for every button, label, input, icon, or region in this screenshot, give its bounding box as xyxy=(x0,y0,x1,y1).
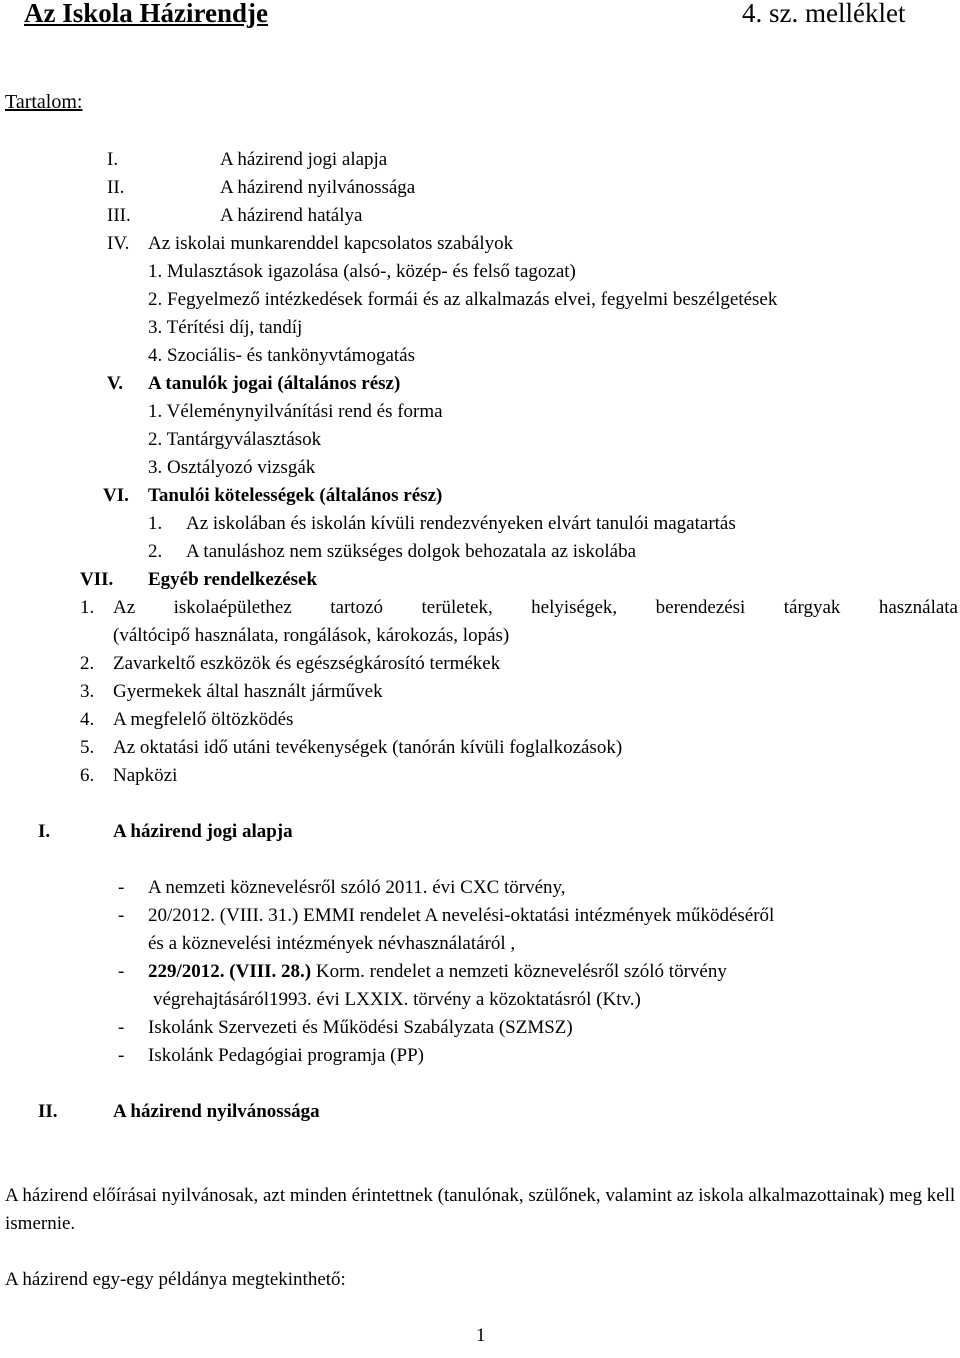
section-title: A házirend nyilvánossága xyxy=(113,1101,320,1122)
toc-section-number: I. xyxy=(107,149,119,170)
toc-item-continuation: (váltócipő használata, rongálások, károkozás, lopás) xyxy=(113,625,510,646)
toc-section-title: A házirend hatálya xyxy=(220,205,363,226)
toc-item-number: 1. xyxy=(80,597,95,618)
toc-item: 1. Mulasztások igazolása (alsó-, közép- és felső tagozat) xyxy=(148,261,576,282)
section-number: II. xyxy=(38,1101,58,1122)
legal-basis-item-continuation: és a köznevelési intézmények névhasználatáról , xyxy=(148,933,516,954)
legal-basis-item: Iskolánk Szervezeti és Működési Szabályzata (SZMSZ) xyxy=(148,1017,573,1038)
toc-section-number: VII. xyxy=(80,569,114,590)
toc-item: 1. Véleménynyilvánítási rend és forma xyxy=(148,401,443,422)
toc-heading: Tartalom: xyxy=(5,91,83,113)
toc-item-number: 3. xyxy=(80,681,95,702)
toc-item: Napközi xyxy=(113,765,178,786)
toc-item: A megfelelő öltözködés xyxy=(113,709,294,730)
section-title: A házirend jogi alapja xyxy=(113,821,293,842)
legal-basis-item-continuation: végrehajtásáról1993. évi LXXIX. törvény a közoktatásról (Ktv.) xyxy=(153,989,641,1010)
toc-item: Zavarkeltő eszközök és egészségkárosító termékek xyxy=(113,653,501,674)
toc-section-number: IV. xyxy=(107,233,130,254)
decree-text: Korm. rendelet a nemzeti köznevelésről szóló törvény xyxy=(311,961,727,982)
toc-item: 4. Szociális- és tankönyvtámogatás xyxy=(148,345,415,366)
toc-item: Az oktatási idő utáni tevékenységek (tanórán kívüli foglalkozások) xyxy=(113,737,623,758)
legal-basis-item: 20/2012. (VIII. 31.) EMMI rendelet A nevelési-oktatási intézmények működéséről xyxy=(148,905,775,926)
body-paragraph: A házirend előírásai nyilvánosak, azt minden érintettnek (tanulónak, szülőnek, valamint az iskola alkalmazottainak) meg kell ismernie. xyxy=(5,1185,956,1234)
toc-item-number: 4. xyxy=(80,709,95,730)
toc-section-title: Az iskolai munkarenddel kapcsolatos szabályok xyxy=(148,233,514,254)
toc-item-number: 6. xyxy=(80,765,95,786)
decree-number: 229/2012. (VIII. 28.) xyxy=(148,961,312,982)
toc-item: Az iskolaépülethez tartozó területek, helyiségek, berendezési tárgyak használata xyxy=(113,597,958,618)
toc-section-title: A tanulók jogai (általános rész) xyxy=(148,373,401,394)
toc-item: 3. Osztályozó vizsgák xyxy=(148,457,316,478)
legal-basis-item: Iskolánk Pedagógiai programja (PP) xyxy=(148,1045,424,1066)
toc-section-title: A házirend jogi alapja xyxy=(220,149,388,170)
toc-item: Az iskolában és iskolán kívüli rendezvényeken elvárt tanulói magatartás xyxy=(186,513,736,534)
body-paragraph: A házirend egy-egy példánya megtekinthető: xyxy=(5,1269,346,1290)
document-title: Az Iskola Házirendje xyxy=(24,0,268,28)
toc-section-title: Tanulói kötelességek (általános rész) xyxy=(148,485,443,506)
toc-item: 2. Tantárgyválasztások xyxy=(148,429,322,450)
toc-item: 3. Térítési díj, tandíj xyxy=(148,317,303,338)
toc-section-number: VI. xyxy=(103,485,129,506)
toc-item: Gyermekek által használt járművek xyxy=(113,681,383,702)
toc-section-title: Egyéb rendelkezések xyxy=(148,569,318,590)
toc-section-number: III. xyxy=(107,205,131,226)
section-number: I. xyxy=(38,821,51,842)
legal-basis-item xyxy=(148,958,727,986)
toc-section-title: A házirend nyilvánossága xyxy=(220,177,416,198)
list-dash: - xyxy=(118,905,125,926)
toc-item: A tanuláshoz nem szükséges dolgok behozatala az iskolába xyxy=(186,541,637,562)
toc-item-number: 1. xyxy=(148,513,163,534)
list-dash: - xyxy=(118,1045,125,1066)
legal-basis-item: A nemzeti köznevelésről szóló 2011. évi CXC törvény, xyxy=(148,877,566,898)
list-dash: - xyxy=(118,961,125,982)
toc-section-number: V. xyxy=(107,373,124,394)
page-number: 1 xyxy=(476,1325,486,1346)
list-dash: - xyxy=(118,1017,125,1038)
toc-item-number: 2. xyxy=(148,541,163,562)
annex-label: 4. sz. melléklet xyxy=(742,0,906,28)
toc-item-number: 2. xyxy=(80,653,95,674)
toc-section-number: II. xyxy=(107,177,125,198)
list-dash: - xyxy=(118,877,125,898)
toc-item-number: 5. xyxy=(80,737,95,758)
toc-item: 2. Fegyelmező intézkedések formái és az alkalmazás elvei, fegyelmi beszélgetések xyxy=(148,289,778,310)
